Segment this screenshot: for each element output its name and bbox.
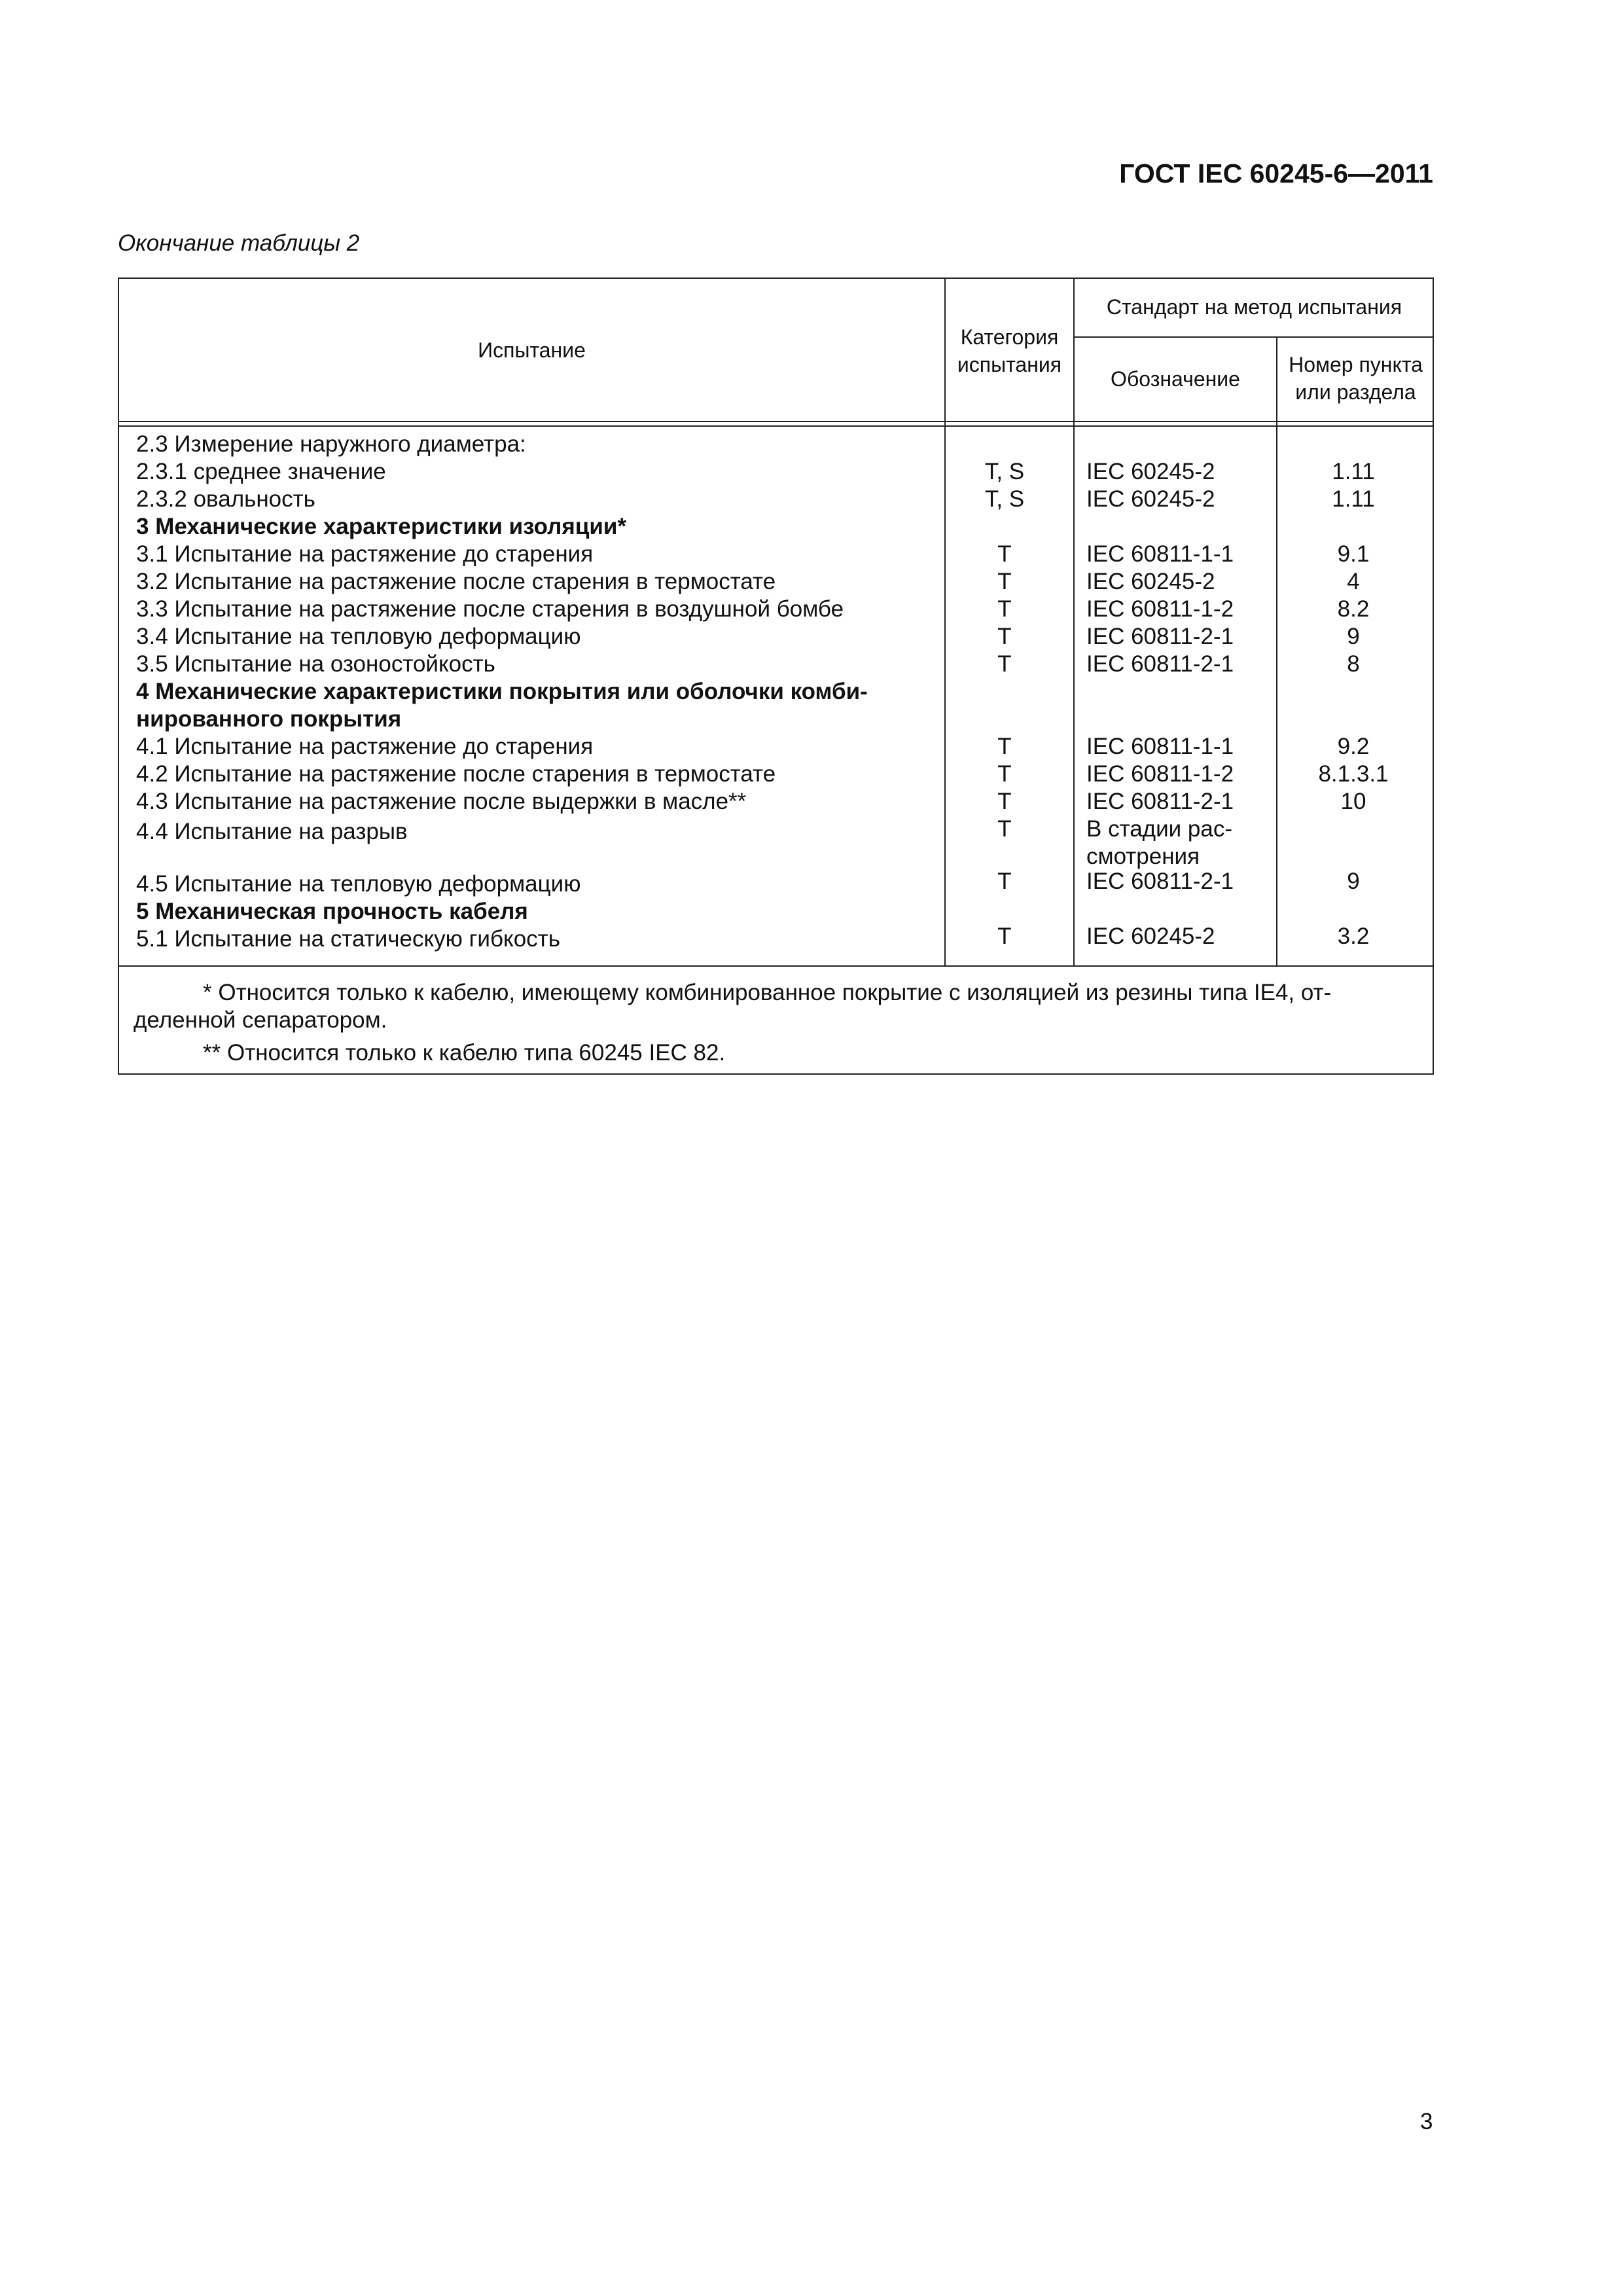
header-category-line1: Категория — [960, 325, 1059, 349]
test-category: T, S — [984, 486, 1025, 512]
footnote-2: ** Относится только к кабелю типа 60245 IEC 82. — [203, 1040, 726, 1066]
footnote-1-continued: деленной сепаратором. — [134, 1007, 387, 1033]
standard-designation: IEC 60811-1-2 — [1086, 761, 1234, 787]
standard-designation: IEC 60245-2 — [1086, 569, 1215, 594]
test-name: 2.3 Измерение наружного диаметра: — [136, 431, 526, 457]
header-section-line1: Номер пункта — [1289, 353, 1423, 376]
test-name: 2.3.1 среднее значение — [136, 459, 386, 484]
header-category-line2: испытания — [957, 353, 1062, 376]
section-heading: 4 Механические характеристики покрытия или оболочки комби- — [136, 679, 868, 704]
header-subdivider — [1073, 336, 1434, 338]
test-category: T — [997, 869, 1012, 894]
section-number: 3.2 — [1337, 924, 1370, 949]
test-category: T — [997, 734, 1012, 759]
header-section-line2: или раздела — [1295, 380, 1416, 404]
test-category: T — [997, 541, 1012, 567]
test-name: 3.4 Испытание на тепловую деформацию — [136, 624, 581, 649]
standard-designation: IEC 60811-1-1 — [1086, 734, 1234, 759]
header-test: Испытание — [478, 338, 586, 362]
header-standard-group: Стандарт на метод испытания — [1106, 295, 1402, 319]
test-category: T — [997, 924, 1012, 949]
test-name: 2.3.2 овальность — [136, 486, 315, 512]
section-heading: нированного покрытия — [136, 706, 402, 732]
test-category: T — [997, 596, 1012, 622]
standard-designation: IEC 60811-2-1 — [1086, 624, 1234, 649]
standard-designation: IEC 60245-2 — [1086, 924, 1215, 949]
section-number: 8 — [1347, 651, 1360, 677]
standard-designation: IEC 60811-1-1 — [1086, 541, 1234, 567]
section-heading: 5 Механическая прочность кабеля — [136, 899, 528, 924]
page-number: 3 — [1420, 2109, 1433, 2134]
test-name: 3.5 Испытание на озоностойкость — [136, 651, 495, 677]
section-number: 4 — [1347, 569, 1360, 594]
section-number: 8.2 — [1337, 596, 1370, 622]
test-name: 4.3 Испытание на растяжение после выдержки в масле** — [136, 789, 747, 814]
test-name: 3.3 Испытание на растяжение после старения в воздушной бомбе — [136, 596, 844, 622]
section-number: 10 — [1340, 789, 1366, 814]
test-category: T — [997, 651, 1012, 677]
section-number: 1.11 — [1332, 486, 1375, 512]
test-category: T — [997, 816, 1012, 842]
standard-designation: IEC 60811-2-1 — [1086, 869, 1234, 894]
test-category: T — [997, 761, 1012, 787]
header-section — [1277, 351, 1434, 406]
section-number: 9.2 — [1337, 734, 1370, 759]
standard-designation: IEC 60245-2 — [1086, 459, 1215, 484]
header-bottom-rule — [118, 421, 1434, 422]
footnote-1: * Относится только к кабелю, имеющему комбинированное покрытие с изоляцией из резины типа IE4, от- — [203, 980, 1332, 1005]
standard-designation: IEC 60811-1-2 — [1086, 596, 1234, 622]
document-code: ГОСТ IEC 60245-6—2011 — [1119, 158, 1433, 188]
section-number: 9 — [1347, 624, 1360, 649]
section-heading: 3 Механические характеристики изоляции* — [136, 514, 626, 539]
test-name: 4.1 Испытание на растяжение до старения — [136, 734, 594, 759]
test-category: T — [997, 624, 1012, 649]
header-designation: Обозначение — [1111, 367, 1240, 391]
test-name: 3.1 Испытание на растяжение до старения — [136, 541, 594, 567]
standard-designation: IEC 60811-2-1 — [1086, 651, 1234, 677]
test-name: 3.2 Испытание на растяжение после старения в термостате — [136, 569, 776, 594]
standard-designation: IEC 60245-2 — [1086, 486, 1215, 512]
test-name: 4.5 Испытание на тепловую деформацию — [136, 871, 581, 897]
body-bottom-rule — [118, 965, 1434, 967]
standard-designation: IEC 60811-2-1 — [1086, 789, 1234, 814]
standard-designation: смотрения — [1086, 844, 1200, 869]
standard-designation: В стадии рас- — [1086, 816, 1233, 842]
test-name: 4.2 Испытание на растяжение после старения в термостате — [136, 761, 776, 787]
test-name: 4.4 Испытание на разрыв — [136, 819, 408, 844]
header-bottom-rule — [118, 425, 1434, 427]
header-category — [946, 323, 1073, 378]
test-category: T, S — [984, 459, 1025, 484]
table-caption: Окончание таблицы 2 — [118, 230, 360, 256]
test-category: T — [997, 569, 1012, 594]
test-category: T — [997, 789, 1012, 814]
section-number: 9 — [1347, 869, 1360, 894]
section-number: 8.1.3.1 — [1318, 761, 1389, 787]
section-number: 9.1 — [1337, 541, 1370, 567]
section-number: 1.11 — [1332, 459, 1375, 484]
test-name: 5.1 Испытание на статическую гибкость — [136, 926, 560, 952]
